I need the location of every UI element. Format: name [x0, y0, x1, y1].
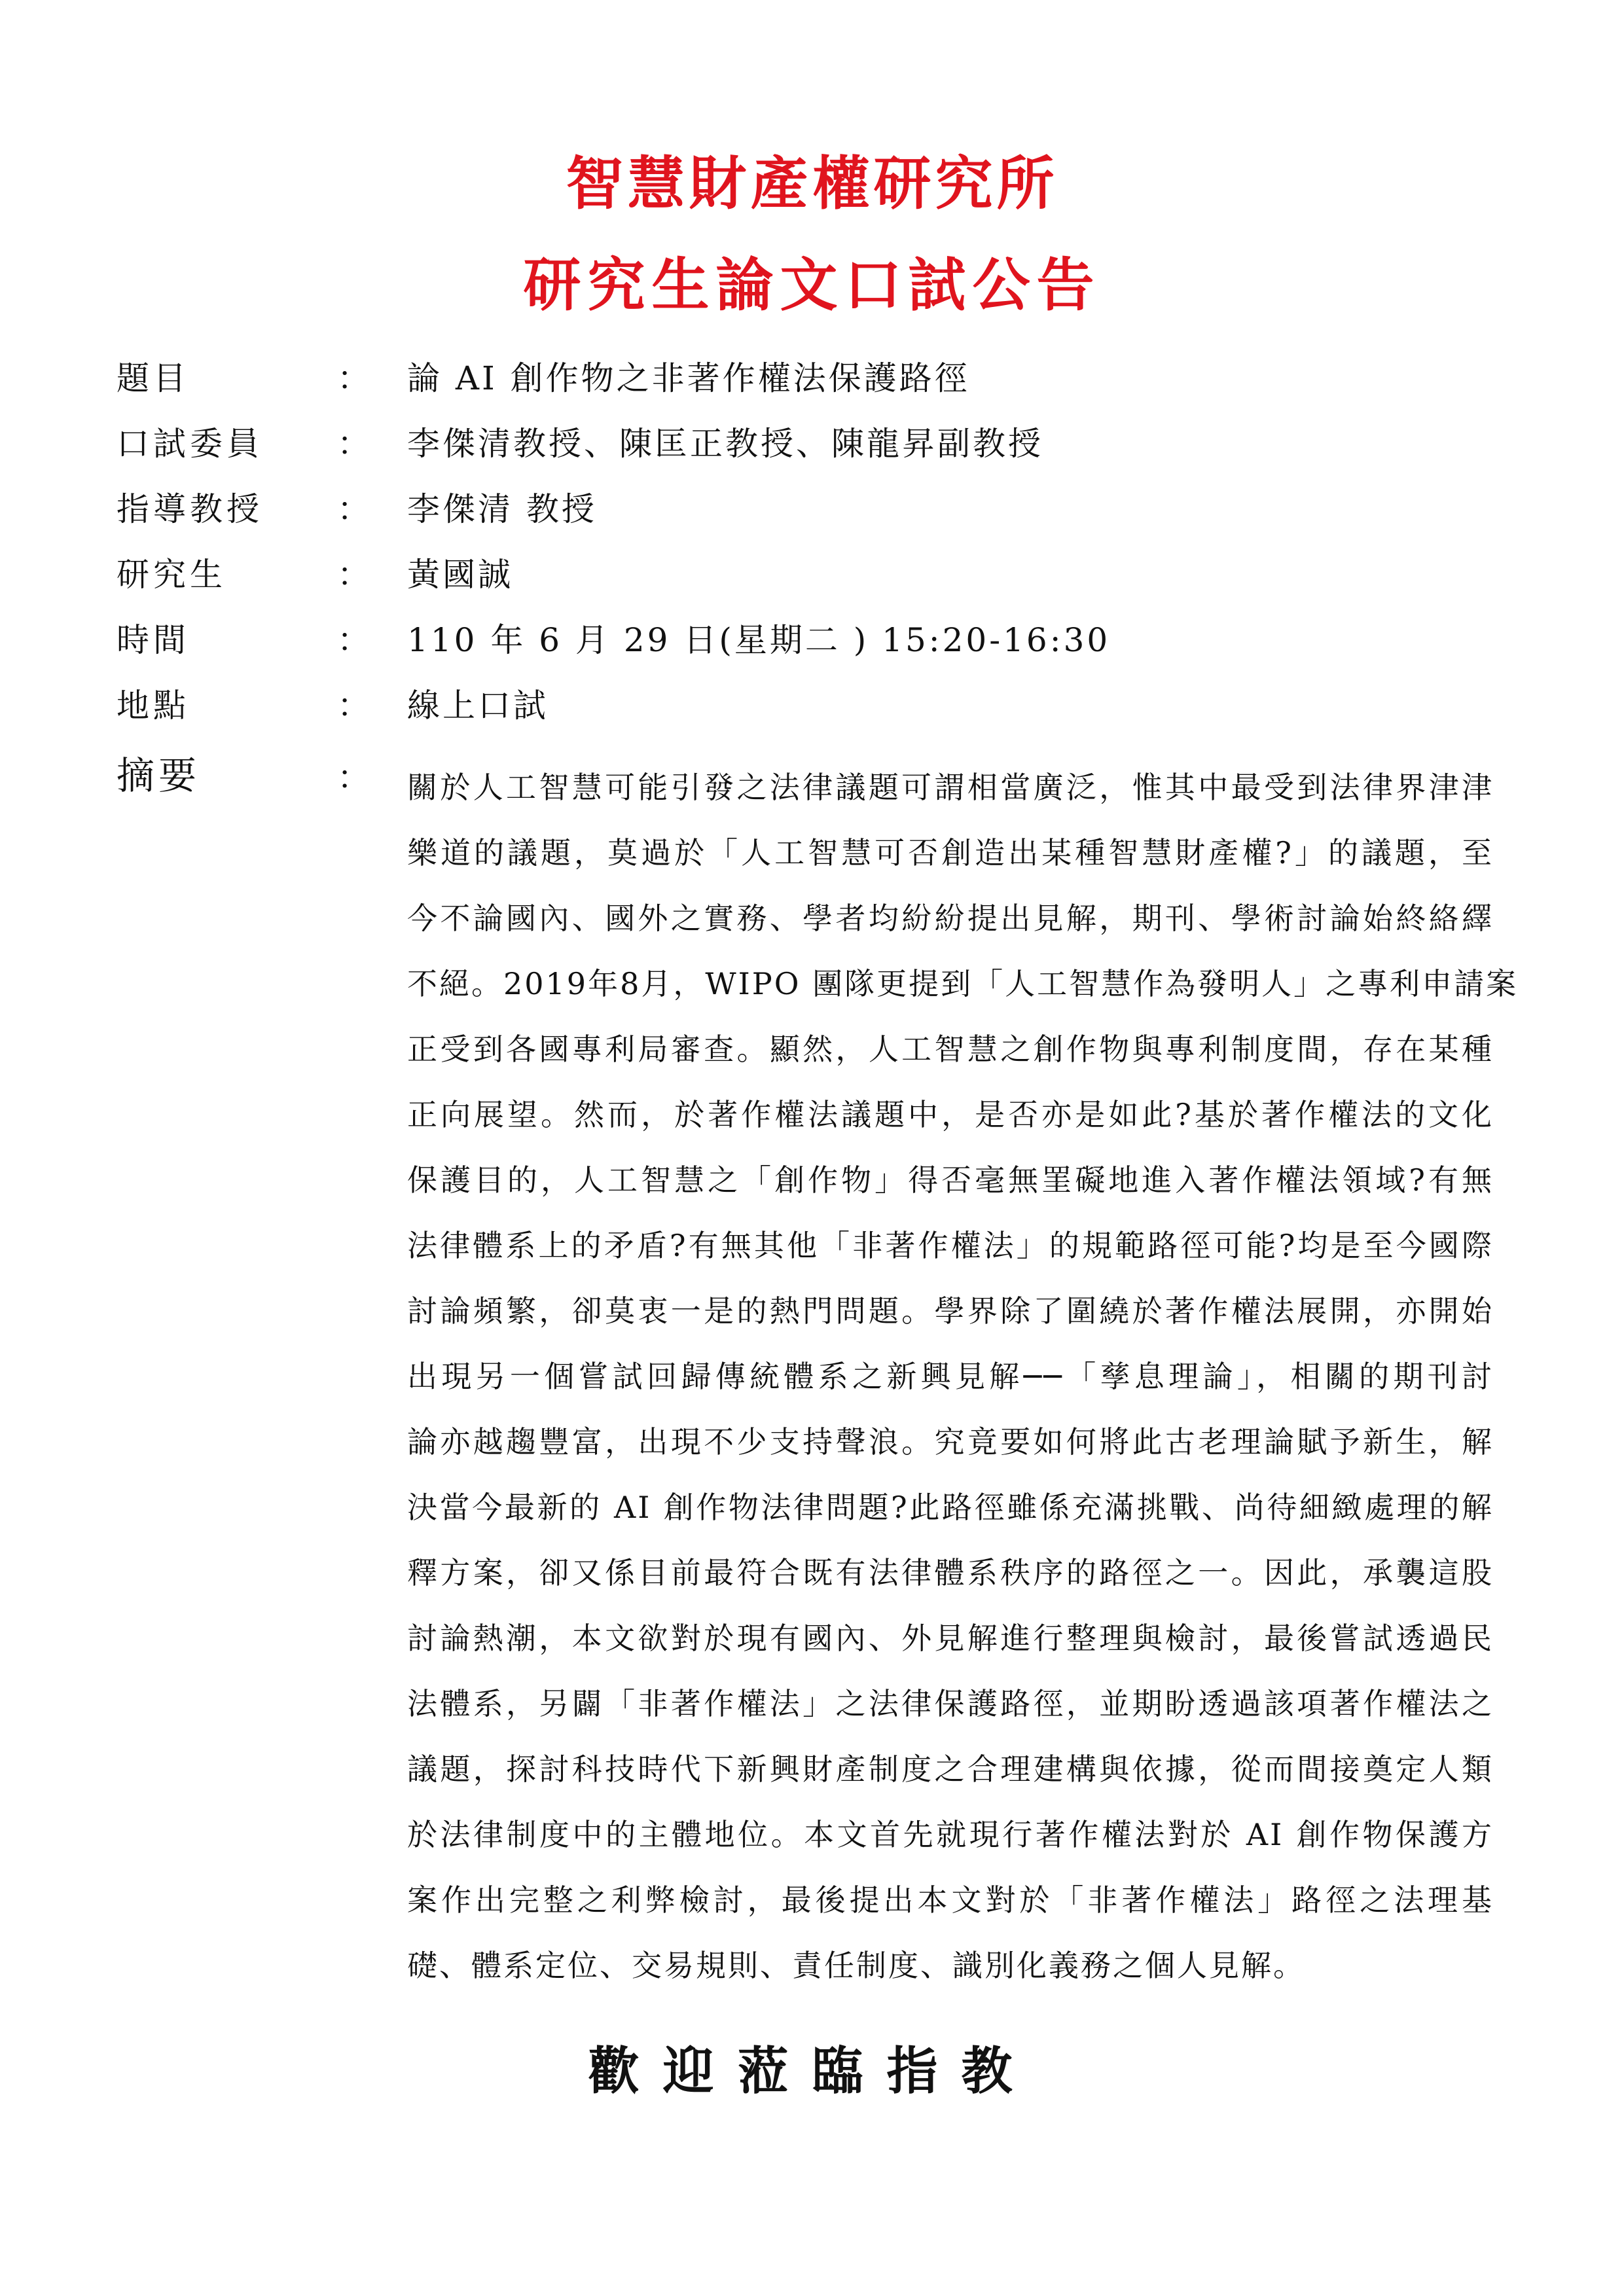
abstract-line: 不絕。2019年8月，WIPO 團隊更提到「人工智慧作為發明人」之專利申請案 [407, 966, 1519, 1001]
location-value: 線上口試 [407, 687, 549, 725]
field-colon: ： [337, 490, 370, 528]
student-value: 黃國誠 [407, 556, 513, 594]
field-label-title: 題目 [117, 359, 190, 397]
field-colon: ： [337, 687, 370, 725]
field-colon: ： [337, 425, 370, 463]
field-colon: ： [337, 556, 370, 594]
time-value: 110 年 6 月 29 日(星期二 ) 15:20-16:30 [407, 621, 1111, 659]
field-label-committee: 口試委員 [117, 425, 263, 463]
field-label-advisor: 指導教授 [117, 490, 263, 528]
institute-title: 智慧財產權研究所 [566, 149, 1058, 217]
abstract-line: 釋方案，卻又係目前最符合既有法律體系秩序的路徑之一。因此，承襲這股 [407, 1555, 1494, 1590]
abstract-line: 正受到各國專利局審查。顯然，人工智慧之創作物與專利制度間，存在某種 [407, 1031, 1494, 1067]
abstract-line: 討論熱潮，本文欲對於現有國內、外見解進行整理與檢討，最後嘗試透過民 [407, 1621, 1494, 1656]
field-colon: ： [337, 621, 370, 659]
field-colon: ： [337, 359, 370, 397]
field-label-student: 研究生 [117, 556, 226, 594]
advisor-value: 李傑清 教授 [407, 490, 597, 528]
announcement-title: 研究生論文口試公告 [523, 251, 1101, 319]
thesis-title-value: 論 AI 創作物之非著作權法保護路徑 [407, 359, 970, 397]
field-label-abstract: 摘要 [117, 753, 201, 798]
abstract-line: 法體系，另闢「非著作權法」之法律保護路徑，並期盼透過該項著作權法之 [407, 1686, 1494, 1721]
abstract-line: 保護目的，人工智慧之「創作物」得否毫無罣礙地進入著作權法領域?有無 [407, 1162, 1494, 1198]
field-colon: ： [337, 759, 370, 797]
abstract-line: 案作出完整之利弊檢討，最後提出本文對於「非著作權法」路徑之法理基 [407, 1882, 1494, 1918]
field-label-location: 地點 [117, 687, 190, 725]
abstract-line: 出現另一個嘗試回歸傳統體系之新興見解──「孳息理論」，相關的期刊討 [407, 1359, 1494, 1394]
abstract-line: 於法律制度中的主體地位。本文首先就現行著作權法對於 AI 創作物保護方 [407, 1817, 1494, 1852]
abstract-line: 樂道的議題，莫過於「人工智慧可否創造出某種智慧財產權?」的議題，至 [407, 835, 1494, 870]
abstract-line: 議題，探討科技時代下新興財產制度之合理建構與依據，從而間接奠定人類 [407, 1751, 1494, 1787]
abstract-line: 討論頻繁，卻莫衷一是的熱門問題。學界除了圍繞於著作權法展開，亦開始 [407, 1293, 1494, 1329]
welcome-message: 歡迎蒞臨指教 [588, 2041, 1036, 2101]
abstract-line: 礎、體系定位、交易規則、責任制度、識別化義務之個人見解。 [407, 1948, 1305, 1983]
field-label-time: 時間 [117, 621, 190, 659]
abstract-line: 關於人工智慧可能引發之法律議題可謂相當廣泛，惟其中最受到法律界津津 [407, 770, 1494, 805]
abstract-line: 正向展望。然而，於著作權法議題中，是否亦是如此?基於著作權法的文化 [407, 1097, 1494, 1132]
abstract-line: 今不論國內、國外之實務、學者均紛紛提出見解，期刊、學術討論始終絡繹 [407, 901, 1494, 936]
abstract-line: 論亦越趨豐富，出現不少支持聲浪。究竟要如何將此古老理論賦予新生，解 [407, 1424, 1494, 1460]
abstract-line: 法律體系上的矛盾?有無其他「非著作權法」的規範路徑可能?均是至今國際 [407, 1228, 1494, 1263]
abstract-line: 決當今最新的 AI 創作物法律問題?此路徑雖係充滿挑戰、尚待細緻處理的解 [407, 1490, 1494, 1525]
committee-value: 李傑清教授、陳匡正教授、陳龍昇副教授 [407, 425, 1043, 463]
abstract-text [407, 755, 1519, 1998]
